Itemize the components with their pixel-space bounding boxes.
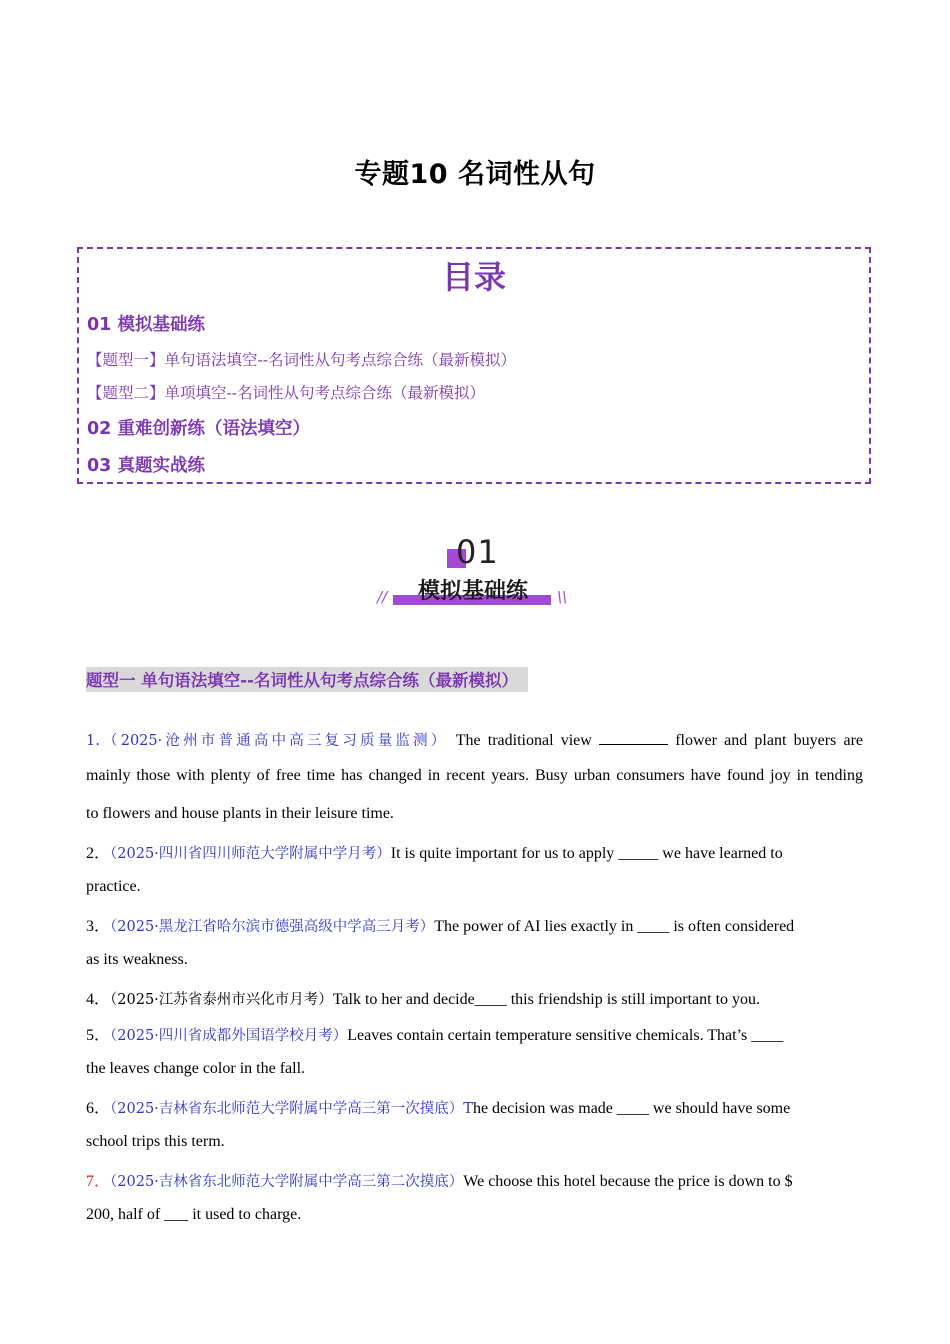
question-1-line-1: 1.（2025·沧州市普通高中高三复习质量监测） The traditional view flower and plant buyers are: [86, 732, 863, 749]
left-slash-decoration: //: [377, 588, 388, 606]
toc-heading: 目录: [441, 258, 506, 296]
toc-item-02[interactable]: 02 重难创新练（语法填空）: [87, 419, 310, 439]
question-7-line-2: 200, half of ___ it used to charge.: [86, 1206, 302, 1223]
question-source: （2025·四川省四川师范大学附属中学月考）: [110, 846, 391, 862]
question-source: （2025·江苏省泰州市兴化市月考）: [110, 992, 333, 1008]
question-source: （2025·吉林省东北师范大学附属中学高三第一次摸底）T: [110, 1101, 473, 1117]
question-number: 2．: [86, 845, 111, 862]
question-number: 4．: [86, 991, 111, 1008]
question-source: （2025·黑龙江省哈尔滨市德强高级中学高三月考）: [110, 919, 435, 935]
question-source: （2025·沧州市普通高中高三复习质量监测）: [99, 733, 449, 749]
question-2-line-1: 2．（2025·四川省四川师范大学附属中学月考）It is quite important for us to apply _____ we have learned to: [86, 845, 783, 862]
question-number: 6．: [86, 1100, 111, 1117]
table-of-contents: [77, 247, 871, 484]
section-badge: [375, 532, 575, 612]
question-source: （2025·四川省成都外国语学校月考）: [110, 1028, 348, 1044]
toc-item-03[interactable]: 03 真题实战练: [87, 456, 205, 476]
question-3-line-2: as its weakness.: [86, 951, 188, 968]
section-number: 01: [456, 533, 499, 571]
question-1-line-2: mainly those with plenty of free time has changed in recent years. Busy urban consumers have found joy in tending: [86, 767, 863, 784]
question-number: 3．: [86, 918, 111, 935]
document-title: 专题10 名词性从句: [354, 159, 596, 190]
question-4-line-1: 4．（2025·江苏省泰州市兴化市月考）Talk to her and decide____ this friendship is still important to you.: [86, 991, 761, 1008]
toc-item-type-2[interactable]: 【题型二】单项填空--名词性从句考点综合练（最新模拟）: [87, 384, 485, 402]
question-source: （2025·吉林省东北师范大学附属中学高三第二次摸底）: [110, 1174, 464, 1190]
question-number: 5．: [86, 1027, 111, 1044]
question-6-line-1: 6．（2025·吉林省东北师范大学附属中学高三第一次摸底）The decision was made ____ we should have some: [86, 1100, 791, 1117]
toc-item-01[interactable]: 01 模拟基础练: [87, 315, 205, 335]
question-5-line-1: 5．（2025·四川省成都外国语学校月考）Leaves contain certain temperature sensitive chemicals. That’s ____: [86, 1027, 784, 1044]
question-1-line-3: to flowers and house plants in their leisure time.: [86, 805, 394, 822]
question-type-header: 题型一 单句语法填空--名词性从句考点综合练（最新模拟）: [86, 667, 528, 692]
question-3-line-1: 3．（2025·黑龙江省哈尔滨市德强高级中学高三月考）The power of AI lies exactly in ____ is often considered: [86, 918, 795, 935]
question-number: 7．: [86, 1173, 111, 1190]
section-title: 模拟基础练: [417, 579, 528, 604]
answer-blank[interactable]: [599, 733, 668, 745]
question-5-line-2: the leaves change color in the fall.: [86, 1060, 306, 1077]
right-slash-decoration: \\: [557, 588, 568, 606]
question-7-line-1: 7．（2025·吉林省东北师范大学附属中学高三第二次摸底）We choose this hotel because the price is down to $: [86, 1173, 793, 1190]
question-number: 1.: [86, 733, 100, 749]
question-6-line-2: school trips this term.: [86, 1133, 225, 1150]
question-2-line-2: practice.: [86, 878, 141, 895]
toc-item-type-1[interactable]: 【题型一】单句语法填空--名词性从句考点综合练（最新模拟）: [87, 351, 516, 369]
